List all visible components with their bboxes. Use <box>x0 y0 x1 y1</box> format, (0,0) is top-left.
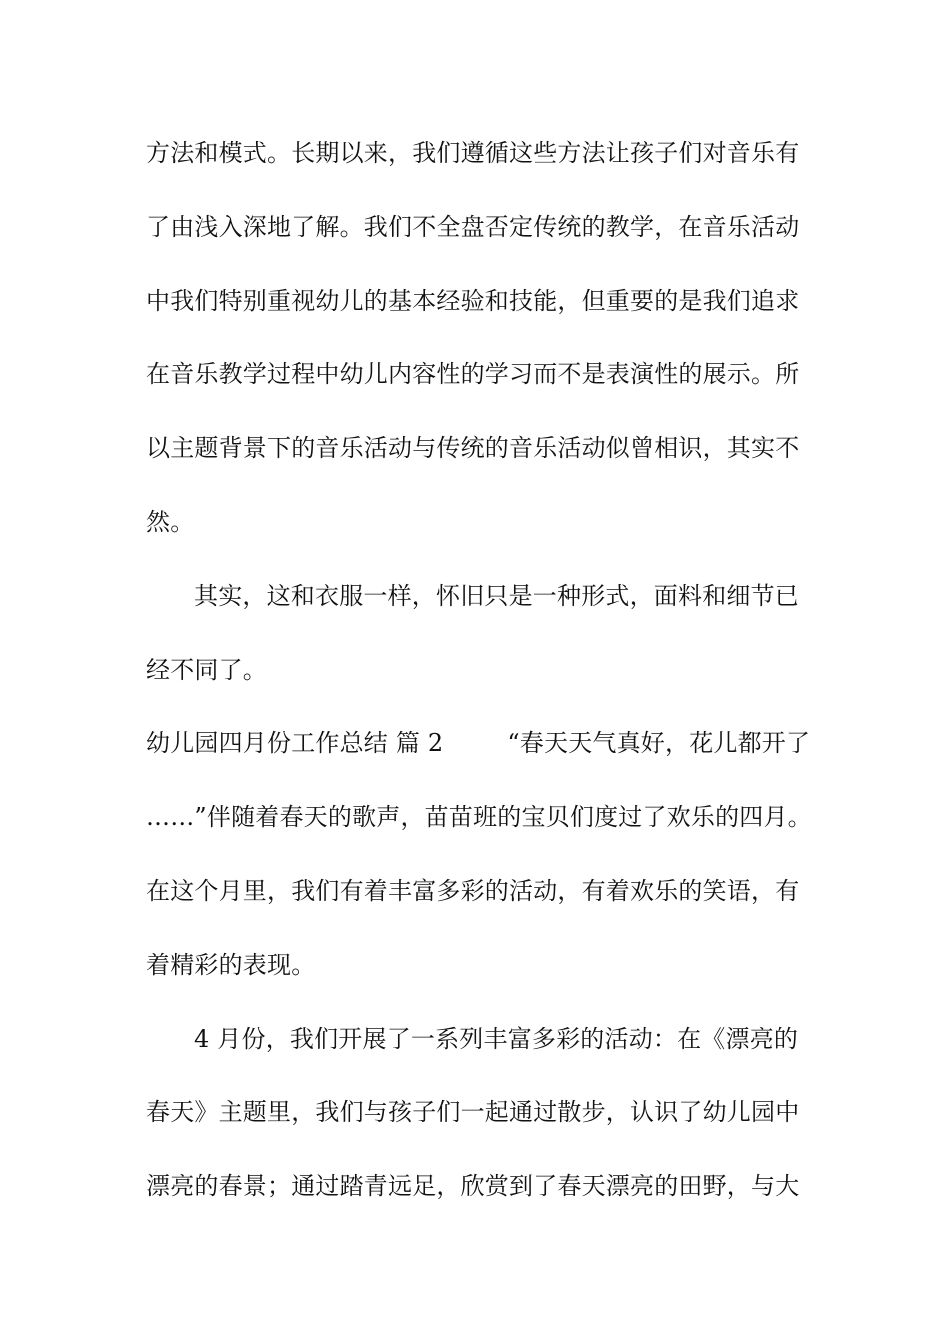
paragraph-line: 漂亮的春景；通过踏青远足，欣赏到了春天漂亮的田野，与大 <box>146 1172 800 1201</box>
paragraph-line: 方法和模式。长期以来，我们遵循这些方法让孩子们对音乐有 <box>146 139 800 167</box>
paragraph-line: ……”伴随着春天的歌声，苗苗班的宝贝们度过了欢乐的四月。 <box>146 803 812 832</box>
paragraph-line: 在音乐教学过程中幼儿内容性的学习而不是表演性的展示。所 <box>146 360 800 389</box>
section-heading: 幼儿园四月份工作总结 篇 2 <box>146 729 444 758</box>
paragraph-line: 着精彩的表现。 <box>146 950 316 979</box>
paragraph-line: 以主题背景下的音乐活动与传统的音乐活动似曾相识，其实不 <box>146 434 800 463</box>
section-heading-line <box>146 713 826 787</box>
document-body <box>146 123 826 1230</box>
paragraph-line: 4 月份，我们开展了一系列丰富多彩的活动：在《漂亮的 <box>194 1024 799 1053</box>
paragraph-line: 然。 <box>146 507 195 536</box>
paragraph-line: 在这个月里，我们有着丰富多彩的活动，有着欢乐的笑语，有 <box>146 876 800 905</box>
paragraph-line: 了由浅入深地了解。我们不全盘否定传统的教学，在音乐活动 <box>146 212 800 241</box>
paragraph-line: 其实，这和衣服一样，怀旧只是一种形式，面料和细节已 <box>194 581 799 610</box>
paragraph-line: 中我们特别重视幼儿的基本经验和技能，但重要的是我们追求 <box>146 286 800 315</box>
paragraph-line: 春天》主题里，我们与孩子们一起通过散步，认识了幼儿园中 <box>146 1098 800 1127</box>
paragraph-line: “春天天气真好，花儿都开了 <box>507 729 811 758</box>
paragraph-line: 经不同了。 <box>146 655 267 684</box>
